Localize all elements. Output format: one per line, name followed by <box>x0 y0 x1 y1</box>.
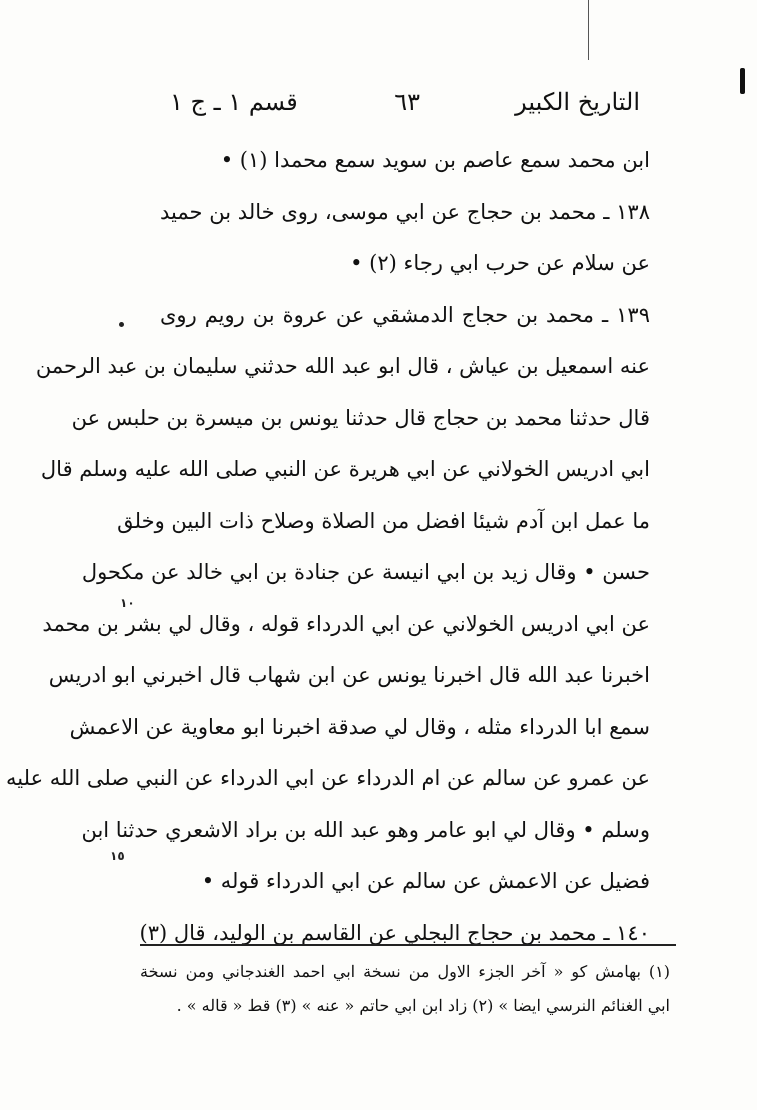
text-line: عن عمرو عن سالم عن ام الدرداء عن ابي الدرداء عن النبي صلى الله عليه <box>6 766 650 790</box>
text-line: وسلم • وقال لي ابو عامر وهو عبد الله بن براد الاشعري حدثنا ابن <box>81 817 650 842</box>
text-line: ما عمل ابن آدم شيئا افضل من الصلاة وصلاح ذات البين وخلق <box>117 508 650 533</box>
text-line: حسن • وقال زيد بن ابي انيسة عن جنادة بن ابي خالد عن مكحول <box>81 560 650 584</box>
scan-artifact-line <box>588 0 589 60</box>
text-line: ١٤٠ ـ محمد بن حجاج البجلي عن القاسم بن الوليد، قال (٣) <box>139 920 650 945</box>
footnote-line: ابي الغنائم النرسي ايضا » (٢) زاد ابن ابي حاتم « عنه » (٣) قط « قاله » . <box>176 996 670 1015</box>
text-line: عن ابي ادريس الخولاني عن ابي الدرداء قوله ، وقال لي بشر بن محمد <box>42 611 650 636</box>
page-header <box>170 82 640 122</box>
text-line: ١٣٨ ـ محمد بن حجاج عن ابي موسى، روى خالد بن حميد <box>160 199 650 224</box>
text-line: ابن محمد سمع عاصم بن سويد سمع محمدا (١) • <box>220 148 650 172</box>
scan-artifact-speck <box>119 322 124 327</box>
footnotes <box>140 955 670 1023</box>
margin-line-number-15: ١٥ <box>110 849 125 863</box>
text-line: فضيل عن الاعمش عن سالم عن ابي الدرداء قوله • <box>201 869 650 893</box>
text-line: اخبرنا عبد الله قال اخبرنا يونس عن ابن شهاب قال اخبرني ابو ادريس <box>48 663 650 687</box>
text-line: عنه اسمعيل بن عياش ، قال ابو عبد الله حدثني سليمان بن عبد الرحمن <box>35 354 650 378</box>
text-line: سمع ابا الدرداء مثله ، وقال لي صدقة اخبرنا ابو معاوية عن الاعمش <box>69 714 650 739</box>
header-section: قسم ١ ـ ج ١ <box>170 88 298 116</box>
text-line: عن سلام عن حرب ابي رجاء (٢) • <box>350 251 650 275</box>
scan-artifact-edge <box>740 68 745 94</box>
text-line: ١٣٩ ـ محمد بن حجاج الدمشقي عن عروة بن رويم روى <box>160 302 650 327</box>
footnote-line: (١) بهامش كو « آخر الجزء الاول من نسخة ابي احمد الغندجاني ومن نسخة <box>140 962 670 981</box>
text-line: ابي ادريس الخولاني عن ابي هريرة عن النبي صلى الله عليه وسلم قال <box>40 457 650 481</box>
footnote-divider <box>140 944 676 946</box>
header-title: التاريخ الكبير <box>515 88 640 116</box>
page-number: ٦٣ <box>394 88 420 116</box>
text-line: قال حدثنا محمد بن حجاج قال حدثنا يونس بن ميسرة بن حلبس عن <box>71 405 650 430</box>
margin-line-number-10: ١٠ <box>120 596 135 610</box>
